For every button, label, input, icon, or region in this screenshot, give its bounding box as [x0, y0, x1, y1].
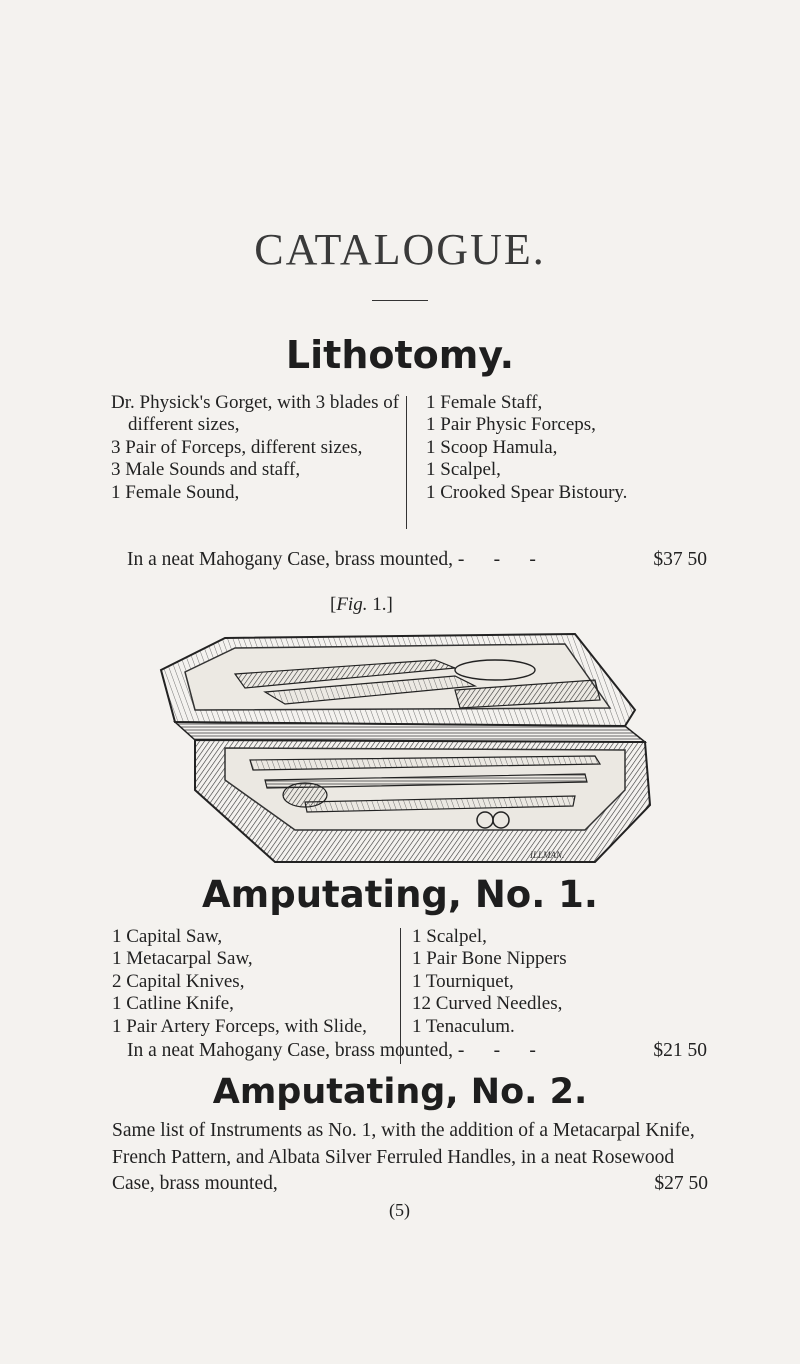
instrument-case-engraving [155, 630, 655, 875]
list-item: 1 Tourniquet, [412, 970, 514, 992]
list-item: 1 Catline Knife, [112, 993, 234, 1015]
case-description: In a neat Mahogany Case, brass mounted, - - - [127, 549, 536, 570]
amputating-1-price-line [127, 1040, 707, 1062]
page-number: (5) [389, 1200, 410, 1220]
engraving-svg [155, 630, 655, 870]
list-item: 1 Capital Saw, [112, 926, 223, 947]
list-item: 1 Tenaculum. [412, 1015, 515, 1037]
list-item: 1 Crooked Spear Bistoury. [426, 481, 628, 503]
caption-number: 1.] [367, 594, 393, 615]
list-item: 1 Metacarpal Saw, [112, 948, 253, 970]
list-item: 1 Scoop Hamula, [426, 436, 558, 458]
amputating-2-heading: Amputating, No. 2. [212, 1072, 588, 1112]
header-divider [372, 300, 428, 301]
lithotomy-price-line [127, 549, 707, 571]
price: $27 50 [654, 1173, 708, 1194]
case-description: In a neat Mahogany Case, brass mounted, - - - [127, 1040, 536, 1061]
list-item: 1 Scalpel, [412, 926, 487, 947]
lithotomy-heading: Lithotomy. [285, 333, 515, 377]
engraver-signature: ILLMAN. [530, 850, 565, 860]
list-item: 3 Pair of Forceps, different sizes, [111, 436, 363, 458]
price: $21 50 [653, 1040, 707, 1061]
forceps-rings [283, 783, 327, 807]
price: $37 50 [653, 549, 707, 570]
list-item: 1 Pair Artery Forceps, with Slide, [112, 1015, 367, 1037]
list-item: 1 Female Sound, [111, 481, 240, 503]
list-item: 2 Capital Knives, [112, 970, 245, 992]
list-item: 3 Male Sounds and staff, [111, 459, 301, 481]
amputating-1-left-list [112, 926, 390, 1038]
caption-bracket: [ [330, 594, 337, 615]
list-item: 1 Scalpel, [426, 459, 501, 481]
amputating-1-right-list [412, 926, 712, 1038]
description-text: Same list of Instruments as No. 1, with the addition of a Metacarpal Knife, French Pattern, and Albata Silver Ferruled Handles, in a neat Rosewood Case, brass mounted, [112, 1120, 695, 1194]
list-item: 12 Curved Needles, [412, 993, 563, 1015]
amputating-1-heading: Amputating, No. 1. [202, 873, 598, 916]
hinge-band [175, 722, 645, 742]
list-item: 1 Pair Bone Nippers [412, 948, 567, 970]
page-header-title: CATALOGUE. [254, 225, 546, 274]
column-divider [406, 396, 407, 529]
amputating-2-description [112, 1118, 708, 1198]
lithotomy-right-list [426, 392, 716, 504]
list-item: 1 Pair Physic Forceps, [426, 414, 596, 436]
caption-fig-label: Fig. [336, 594, 368, 615]
lithotomy-left-list [111, 392, 401, 504]
list-item: Dr. Physick's Gorget, with 3 blades of different sizes, [111, 392, 400, 436]
figure-caption [330, 594, 393, 616]
list-item: 1 Female Staff, [426, 392, 543, 413]
